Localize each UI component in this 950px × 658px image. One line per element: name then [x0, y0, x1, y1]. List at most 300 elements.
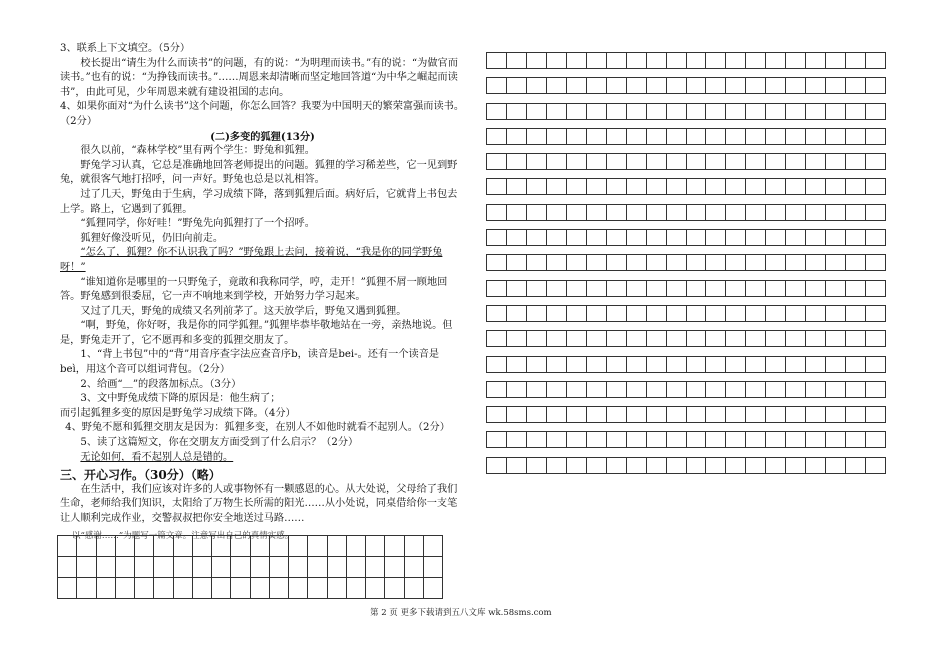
grid-row — [486, 457, 886, 474]
grid-cell — [328, 557, 347, 578]
grid-cell — [507, 154, 527, 170]
grid-cell — [97, 578, 116, 599]
grid-cell — [587, 205, 607, 221]
grid-cell — [846, 432, 866, 448]
grid-cell — [270, 578, 289, 599]
grid-cell — [826, 255, 846, 271]
grid-cell — [826, 458, 846, 474]
story-paragraph: 过了几天，野兔由于生病，学习成绩下降，落到狐狸后面。病好后，它就背上书包去上学。路上，它遇到了狐狸。 — [60, 188, 458, 215]
grid-cell — [647, 53, 667, 69]
grid-cell — [487, 205, 507, 221]
grid-cell — [806, 255, 826, 271]
grid-cell — [627, 179, 647, 195]
grid-row — [486, 330, 886, 347]
left-column — [60, 42, 465, 543]
grid-cell — [607, 53, 627, 69]
story-paragraph: 很久以前，“森林学校”里有两个学生：野兔和狐狸。 — [80, 145, 315, 157]
grid-cell — [846, 53, 866, 69]
story-paragraph: “啊，野兔，你好呀，我是你的同学狐狸。”狐狸毕恭毕敬地站在一旁，亲热地说。但是，野兔走开了，它不愿再和多变的狐狸交朋友了。 — [60, 320, 453, 346]
grid-cell — [786, 230, 806, 246]
story-title: (二)多变的狐狸(13分) — [210, 130, 315, 143]
grid-cell — [866, 205, 886, 221]
writing-grid-left[interactable] — [57, 535, 443, 599]
grid-cell — [786, 154, 806, 170]
grid-cell — [726, 255, 746, 271]
grid-cell — [806, 230, 826, 246]
grid-cell — [527, 129, 547, 145]
grid-cell — [567, 382, 587, 398]
grid-cell — [567, 179, 587, 195]
grid-cell — [507, 458, 527, 474]
story-paragraph: 野兔学习认真，它总是准确地回答老师提出的问题。狐狸的学习稀差些，它一见到野兔，就很客气地打招呼，问一声好。野兔也总是以礼相答。 — [60, 159, 458, 186]
grid-cell — [647, 78, 667, 94]
grid-cell — [251, 557, 270, 578]
grid-cell — [746, 154, 766, 170]
grid-cell — [866, 331, 886, 347]
grid-cell — [687, 129, 707, 145]
grid-cell — [587, 281, 607, 297]
grid-cell — [667, 53, 687, 69]
grid-cell — [706, 104, 726, 120]
grid-cell — [647, 306, 667, 322]
grid-cell — [487, 407, 507, 423]
grid-cell — [766, 357, 786, 373]
grid-cell — [766, 179, 786, 195]
grid-cell — [567, 104, 587, 120]
grid-cell — [77, 536, 96, 557]
grid-cell — [846, 104, 866, 120]
grid-cell — [846, 382, 866, 398]
grid-cell — [487, 331, 507, 347]
grid-cell — [806, 306, 826, 322]
grid-cell — [567, 53, 587, 69]
grid-cell — [786, 331, 806, 347]
grid-cell — [706, 78, 726, 94]
grid-cell — [826, 205, 846, 221]
grid-cell — [116, 557, 135, 578]
grid-cell — [786, 255, 806, 271]
section-3-title: 三、开心习作。（30分）（略） — [60, 468, 221, 483]
question-3: 3、文中野兔成绩下降的原因是：他生病了； — [80, 393, 281, 405]
grid-cell — [647, 331, 667, 347]
grid-cell — [667, 230, 687, 246]
grid-cell — [567, 407, 587, 423]
grid-cell — [567, 205, 587, 221]
grid-cell — [667, 179, 687, 195]
grid-cell — [746, 382, 766, 398]
grid-cell — [547, 357, 567, 373]
grid-cell — [487, 357, 507, 373]
grid-cell — [826, 306, 846, 322]
question-3-cont: 而引起狐狸多变的原因是野兔学习成绩下降。（4分） — [60, 407, 296, 419]
grid-row — [486, 77, 886, 94]
grid-cell — [706, 407, 726, 423]
grid-cell — [866, 255, 886, 271]
writing-prompt: 在生活中，我们应该对许多的人或事物怀有一颗感恩的心。从大处说，父母给了我们生命，老师给我们知识，太阳给了万物生长所需的阳光……从小处说，同桌借给你一支笔让人顺利完成作业，交警叔叔把你安全地送过马路…… — [60, 483, 458, 524]
grid-cell — [58, 557, 77, 578]
grid-cell — [547, 331, 567, 347]
grid-cell — [507, 78, 527, 94]
grid-cell — [547, 255, 567, 271]
grid-cell — [527, 205, 547, 221]
story-paragraph: “狐狸同学，你好哇！”野兔先向狐狸打了一个招呼。 — [80, 218, 315, 230]
grid-cell — [607, 154, 627, 170]
grid-cell — [212, 557, 231, 578]
page-footer: 第 2 页 更多下载请到五八文库 wk.58sms.com — [370, 608, 552, 618]
grid-cell — [866, 432, 886, 448]
grid-cell — [726, 78, 746, 94]
grid-cell — [866, 104, 886, 120]
grid-cell — [527, 53, 547, 69]
grid-cell — [687, 53, 707, 69]
grid-cell — [487, 255, 507, 271]
grid-cell — [627, 306, 647, 322]
grid-cell — [607, 78, 627, 94]
grid-cell — [567, 432, 587, 448]
grid-cell — [607, 281, 627, 297]
grid-cell — [826, 154, 846, 170]
grid-cell — [507, 407, 527, 423]
grid-cell — [726, 179, 746, 195]
grid-cell — [866, 179, 886, 195]
grid-cell — [527, 357, 547, 373]
grid-cell — [806, 154, 826, 170]
grid-cell — [607, 432, 627, 448]
grid-cell — [587, 382, 607, 398]
grid-cell — [806, 179, 826, 195]
grid-cell — [667, 306, 687, 322]
grid-cell — [866, 154, 886, 170]
grid-cell — [527, 255, 547, 271]
grid-cell — [527, 281, 547, 297]
grid-cell — [846, 331, 866, 347]
grid-cell — [507, 129, 527, 145]
question-1: 1、“背上书包”中的“背”用音序查字法应查音序b，读音是bei-。还有一个读音是beì，用这个音可以组词背包。（2分） — [60, 349, 440, 376]
grid-cell — [826, 104, 846, 120]
grid-cell — [251, 536, 270, 557]
grid-cell — [826, 230, 846, 246]
grid-cell — [507, 432, 527, 448]
grid-cell — [270, 536, 289, 557]
grid-cell — [706, 331, 726, 347]
grid-cell — [627, 154, 647, 170]
grid-row — [486, 103, 886, 120]
grid-cell — [154, 578, 173, 599]
grid-cell — [687, 205, 707, 221]
grid-cell — [212, 578, 231, 599]
q4-text: 4、如果你面对“为什么读书”这个问题，你怎么回答？我要为中国明天的繁荣富强而读书。（2分） — [60, 101, 465, 127]
grid-cell — [547, 432, 567, 448]
grid-cell — [766, 432, 786, 448]
grid-cell — [527, 104, 547, 120]
grid-cell — [667, 78, 687, 94]
grid-cell — [607, 179, 627, 195]
grid-cell — [746, 78, 766, 94]
grid-cell — [706, 306, 726, 322]
grid-cell — [866, 230, 886, 246]
question-5: 5、读了这篇短文，你在交朋友方面受到了什么启示？（2分） — [80, 437, 359, 449]
question-2: 2、给画“＿”的段落加标点。（3分） — [80, 378, 242, 390]
grid-cell — [667, 458, 687, 474]
grid-cell — [766, 129, 786, 145]
grid-cell — [647, 230, 667, 246]
grid-cell — [174, 578, 193, 599]
grid-cell — [766, 53, 786, 69]
grid-cell — [786, 104, 806, 120]
story-paragraph: “谁知道你是哪里的一只野兔子，竟敢和我称同学，哼，走开！”狐狸不屑一顾地回答。野兔感到很委屈，它一声不响地来到学校，开始努力学习起来。 — [60, 276, 448, 303]
grid-cell — [527, 154, 547, 170]
grid-cell — [567, 306, 587, 322]
grid-cell — [726, 281, 746, 297]
grid-cell — [567, 154, 587, 170]
grid-cell — [424, 578, 443, 599]
grid-row — [486, 229, 886, 246]
grid-cell — [647, 255, 667, 271]
grid-cell — [687, 432, 707, 448]
grid-cell — [826, 179, 846, 195]
grid-cell — [786, 458, 806, 474]
grid-cell — [726, 154, 746, 170]
grid-cell — [607, 407, 627, 423]
grid-cell — [687, 357, 707, 373]
grid-cell — [766, 255, 786, 271]
grid-cell — [687, 331, 707, 347]
grid-cell — [806, 458, 826, 474]
story-paragraph-underlined: “怎么了，狐狸？你不认识我了吗？”野兔跟上去问，接着说，“我是你的同学野兔呀！” — [60, 247, 443, 273]
grid-cell — [766, 382, 786, 398]
grid-cell — [706, 458, 726, 474]
grid-cell — [487, 179, 507, 195]
grid-cell — [567, 129, 587, 145]
grid-cell — [647, 407, 667, 423]
grid-cell — [766, 104, 786, 120]
grid-cell — [587, 179, 607, 195]
grid-cell — [547, 382, 567, 398]
grid-cell — [587, 306, 607, 322]
grid-cell — [627, 281, 647, 297]
grid-cell — [627, 104, 647, 120]
grid-cell — [866, 281, 886, 297]
grid-cell — [706, 357, 726, 373]
grid-cell — [231, 557, 250, 578]
grid-cell — [846, 281, 866, 297]
grid-cell — [806, 205, 826, 221]
grid-row — [486, 204, 886, 221]
grid-cell — [687, 154, 707, 170]
grid-cell — [567, 281, 587, 297]
grid-cell — [746, 129, 766, 145]
grid-cell — [58, 536, 77, 557]
grid-cell — [687, 382, 707, 398]
grid-cell — [667, 407, 687, 423]
grid-cell — [627, 255, 647, 271]
grid-cell — [547, 205, 567, 221]
question-4: 4、野兔不愿和狐狸交朋友是因为：狐狸多变，在别人不如他时就看不起别人。（2分） — [65, 422, 450, 434]
grid-cell — [154, 536, 173, 557]
grid-cell — [746, 205, 766, 221]
grid-cell — [231, 536, 250, 557]
grid-cell — [527, 331, 547, 347]
grid-cell — [507, 281, 527, 297]
grid-cell — [866, 407, 886, 423]
grid-cell — [726, 382, 746, 398]
grid-cell — [826, 382, 846, 398]
grid-cell — [135, 578, 154, 599]
grid-cell — [487, 104, 507, 120]
grid-cell — [726, 104, 746, 120]
grid-cell — [706, 382, 726, 398]
grid-cell — [487, 154, 507, 170]
grid-cell — [746, 281, 766, 297]
grid-cell — [587, 230, 607, 246]
grid-cell — [806, 407, 826, 423]
grid-cell — [667, 129, 687, 145]
grid-cell — [667, 255, 687, 271]
grid-cell — [687, 458, 707, 474]
grid-cell — [385, 536, 404, 557]
grid-cell — [567, 230, 587, 246]
grid-cell — [786, 179, 806, 195]
grid-cell — [846, 129, 866, 145]
grid-cell — [846, 230, 866, 246]
grid-cell — [527, 179, 547, 195]
grid-cell — [607, 357, 627, 373]
grid-cell — [487, 78, 507, 94]
grid-cell — [587, 129, 607, 145]
story-paragraph: 又过了几天，野兔的成绩又名列前茅了。这天放学后，野兔又遇到狐狸。 — [80, 305, 407, 317]
grid-cell — [385, 578, 404, 599]
grid-cell — [806, 382, 826, 398]
grid-cell — [587, 432, 607, 448]
writing-grid-right[interactable] — [486, 52, 886, 482]
grid-cell — [135, 557, 154, 578]
grid-cell — [587, 53, 607, 69]
grid-cell — [587, 357, 607, 373]
grid-row — [486, 178, 886, 195]
grid-cell — [746, 179, 766, 195]
grid-cell — [507, 357, 527, 373]
grid-cell — [193, 536, 212, 557]
grid-cell — [547, 230, 567, 246]
grid-cell — [627, 230, 647, 246]
grid-cell — [328, 578, 347, 599]
answer-5: 无论如何，看不起别人总是错的。 — [80, 451, 234, 463]
grid-cell — [527, 78, 547, 94]
grid-cell — [487, 129, 507, 145]
grid-cell — [667, 281, 687, 297]
grid-cell — [746, 104, 766, 120]
grid-cell — [746, 331, 766, 347]
grid-cell — [647, 382, 667, 398]
story-paragraph: 狐狸好像没听见，仍旧向前走。 — [80, 232, 224, 244]
grid-cell — [547, 306, 567, 322]
grid-cell — [627, 205, 647, 221]
grid-cell — [547, 154, 567, 170]
grid-cell — [726, 407, 746, 423]
grid-cell — [405, 536, 424, 557]
grid-cell — [366, 536, 385, 557]
grid-cell — [587, 104, 607, 120]
grid-cell — [58, 578, 77, 599]
grid-cell — [77, 578, 96, 599]
grid-cell — [547, 179, 567, 195]
grid-cell — [786, 205, 806, 221]
grid-cell — [826, 432, 846, 448]
grid-cell — [667, 357, 687, 373]
grid-cell — [806, 281, 826, 297]
grid-cell — [308, 557, 327, 578]
grid-row — [486, 356, 886, 373]
grid-cell — [212, 536, 231, 557]
grid-cell — [746, 407, 766, 423]
grid-cell — [786, 432, 806, 448]
grid-cell — [806, 104, 826, 120]
grid-cell — [270, 557, 289, 578]
grid-cell — [846, 357, 866, 373]
grid-cell — [347, 578, 366, 599]
grid-cell — [487, 230, 507, 246]
grid-cell — [826, 357, 846, 373]
grid-cell — [806, 357, 826, 373]
grid-cell — [667, 382, 687, 398]
grid-cell — [706, 432, 726, 448]
grid-cell — [726, 129, 746, 145]
grid-cell — [846, 458, 866, 474]
grid-cell — [567, 357, 587, 373]
grid-cell — [786, 281, 806, 297]
grid-cell — [706, 179, 726, 195]
grid-cell — [746, 432, 766, 448]
grid-cell — [766, 458, 786, 474]
grid-cell — [726, 205, 746, 221]
grid-cell — [667, 331, 687, 347]
grid-cell — [97, 557, 116, 578]
grid-cell — [846, 78, 866, 94]
grid-cell — [846, 154, 866, 170]
grid-cell — [786, 53, 806, 69]
grid-cell — [667, 205, 687, 221]
grid-cell — [806, 53, 826, 69]
grid-cell — [627, 357, 647, 373]
grid-cell — [587, 78, 607, 94]
grid-cell — [547, 129, 567, 145]
grid-cell — [746, 357, 766, 373]
grid-cell — [507, 205, 527, 221]
grid-cell — [647, 432, 667, 448]
grid-cell — [567, 78, 587, 94]
grid-cell — [567, 331, 587, 347]
grid-cell — [647, 205, 667, 221]
grid-cell — [806, 432, 826, 448]
grid-cell — [826, 129, 846, 145]
grid-cell — [846, 255, 866, 271]
grid-cell — [746, 255, 766, 271]
grid-cell — [786, 407, 806, 423]
grid-cell — [706, 53, 726, 69]
grid-cell — [251, 578, 270, 599]
grid-cell — [726, 230, 746, 246]
grid-cell — [746, 306, 766, 322]
grid-cell — [687, 281, 707, 297]
grid-cell — [846, 179, 866, 195]
grid-cell — [385, 557, 404, 578]
grid-cell — [154, 557, 173, 578]
grid-cell — [706, 154, 726, 170]
grid-cell — [786, 78, 806, 94]
grid-cell — [687, 306, 707, 322]
grid-cell — [766, 281, 786, 297]
grid-cell — [706, 230, 726, 246]
